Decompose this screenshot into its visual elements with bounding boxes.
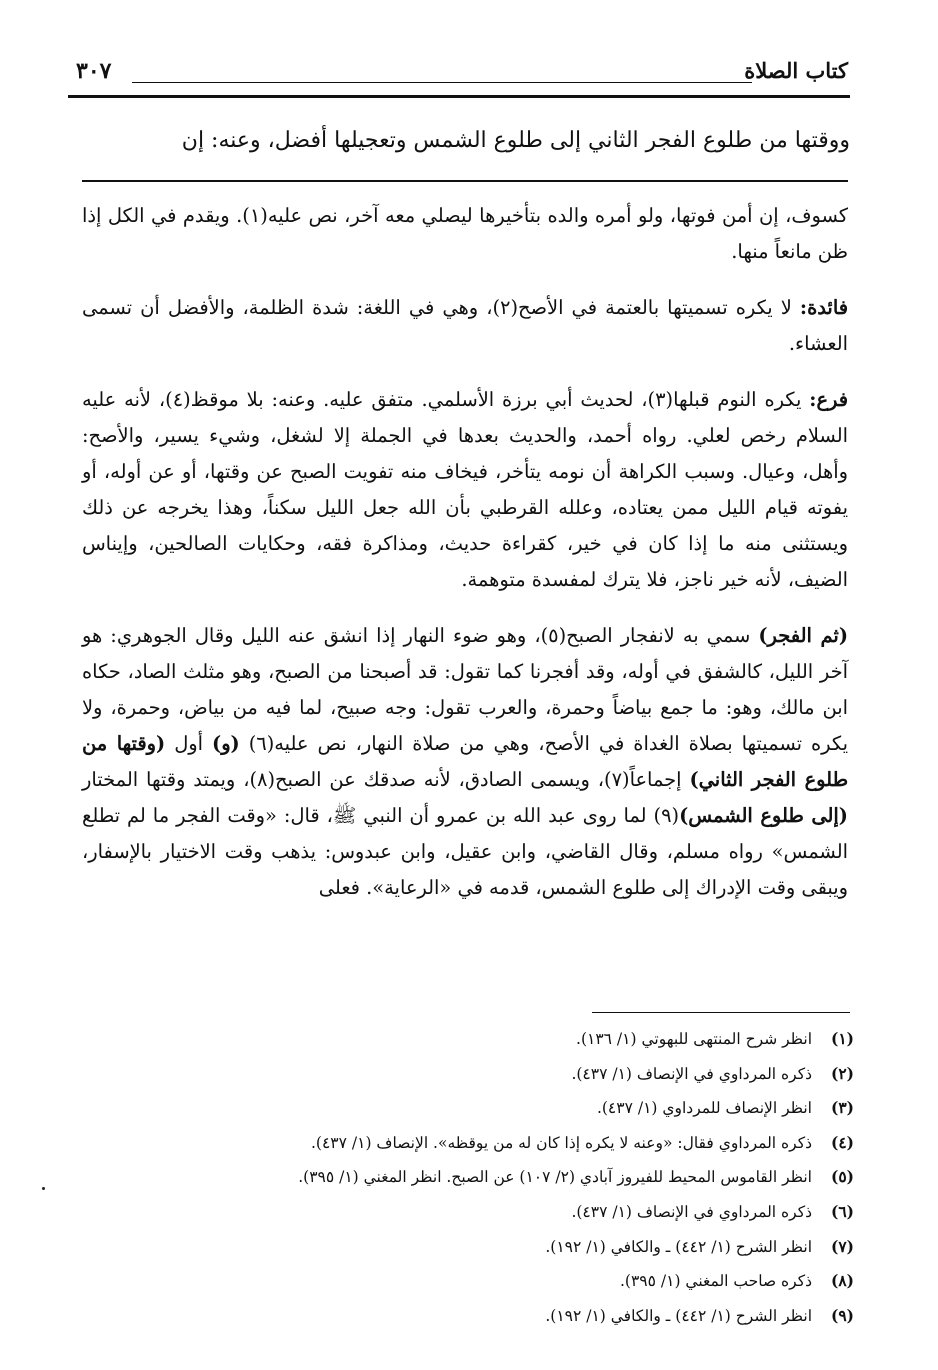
- quoted-matn: (و): [212, 732, 240, 755]
- footnote-number: (٦): [830, 1201, 854, 1221]
- footnote-text: انظر الشرح (١/ ٤٤٢) ـ والكافي (١/ ١٩٢).: [545, 1237, 812, 1256]
- footnote-text: ذكره صاحب المغني (١/ ٣٩٥).: [620, 1272, 812, 1291]
- paragraph-text: كسوف، إن أمن فوتها، ولو أمره والده بتأخيرها ليصلي معه آخر، نص عليه(١). ويقدم في الكل إذا ظن مانعاً منها.: [82, 204, 848, 263]
- quoted-matn: (وقتها من طلوع الفجر الثاني): [82, 732, 849, 791]
- footnote-text: انظر الإنصاف للمرداوي (١/ ٤٣٧).: [596, 1099, 812, 1118]
- footnote: [134, 1126, 854, 1161]
- paragraph-text: يكره النوم قبلها(٣)، لحديث أبي برزة الأسلمي. متفق عليه. وعنه: بلا موقظ(٤)، لأنه عليه السلام رخص لعلي. رواه أحمد، والحديث بعدها في الجملة إلا لشغل، وشيء يسير، والأصح: وأهل، وعيال. وسبب الكراهة أن نومه يتأخر، فيخاف منه تفويت الصبح عن وقتها، أو عن أوله، أو يفوته قيام الليل ممن يعتاده، وعلله القرطبي بأن الله جعل الليل سكناً، وهذا يخرجه عن ذلك ويستثنى منه ما إذا كان في خير، كقراءة حديث، ومذاكرة فقه، وحكايات الصالحين، وإيناس الضيف، لأنه خير ناجز، فلا يترك لمفسدة متوهمة.: [82, 388, 848, 591]
- footnote-text: انظر القاموس المحيط للفيروز آبادي (٢/ ١٠٧) عن الصبح. انظر المغني (١/ ٣٩٥).: [298, 1168, 812, 1187]
- footnote: [134, 1057, 854, 1092]
- footnotes: [134, 1022, 854, 1333]
- paragraph-label: فائدة:: [799, 296, 848, 319]
- running-head: [68, 52, 850, 98]
- quoted-matn: (ثم الفجر): [758, 624, 849, 647]
- footnote: [134, 1160, 854, 1195]
- footnote: [134, 1299, 854, 1334]
- paragraph-kusuf: [82, 198, 848, 270]
- footnote-text: ذكره المرداوي في الإنصاف (١/ ٤٣٧).: [571, 1202, 812, 1221]
- paragraph-fajr: [82, 618, 848, 906]
- footnote-number: (٢): [830, 1063, 854, 1083]
- paragraph-text: لا يكره تسميتها بالعتمة في الأصح(٢)، وهي في اللغة: شدة الظلمة، والأفضل أن تسمى العشاء.: [82, 296, 848, 355]
- page-number: ٣٠٧: [76, 58, 112, 84]
- footnote: [134, 1022, 854, 1057]
- footnote-number: (٧): [830, 1236, 854, 1256]
- footnote-text: انظر الشرح (١/ ٤٤٢) ـ والكافي (١/ ١٩٢).: [545, 1306, 812, 1325]
- header-line: [132, 82, 752, 83]
- footnote-text: انظر شرح المنتهى للبهوتي (١/ ١٣٦).: [576, 1030, 812, 1048]
- book-title: كتاب الصلاة: [744, 58, 848, 83]
- footnote: [134, 1264, 854, 1299]
- footnote-number: (٩): [830, 1305, 854, 1325]
- commentary-body: [82, 198, 848, 926]
- footnote-number: (٤): [830, 1132, 854, 1152]
- footnote-number: (١): [830, 1029, 854, 1048]
- footnote: [134, 1195, 854, 1230]
- footnote-text: ذكره المرداوي في الإنصاف (١/ ٤٣٧).: [571, 1064, 812, 1083]
- paragraph-far: [82, 382, 848, 598]
- footnote-text: ذكره المرداوي فقال: «وعنه لا يكره إذا كان له من يوقظه». الإنصاف (١/ ٤٣٧).: [311, 1133, 812, 1152]
- footnote: [134, 1230, 854, 1265]
- paragraph-label: فرع:: [809, 388, 848, 411]
- footnote-number: (٣): [830, 1098, 854, 1118]
- footnote: [134, 1091, 854, 1126]
- paragraph-text: أول: [165, 732, 213, 755]
- matn-text: ووقتها من طلوع الفجر الثاني إلى طلوع الشمس وتعجيلها أفضل، وعنه: إن: [181, 128, 850, 153]
- quoted-matn: (إلى طلوع الشمس): [679, 804, 848, 827]
- matn-divider: [82, 180, 848, 182]
- footnote-number: (٥): [830, 1167, 854, 1187]
- paragraph-text: إجماعاً(٧)، ويسمى الصادق، لأنه صدقك عن الصبح(٨)، ويمتد وقتها المختار: [82, 768, 690, 791]
- paragraph-faida: [82, 290, 848, 362]
- footnote-divider: [592, 1012, 850, 1013]
- paragraph-text: (٩) لما روى عبد الله بن عمرو أن النبي ﷺ، قال: «وقت الفجر ما لم تطلع الشمس» رواه مسلم، وقال القاضي، وابن عقيل، وابن عبدوس: يذهب وقت الاختيار بالإسفار، ويبقى وقت الإدراك إلى طلوع الشمس، قدمه في «الرعاية». فعلى: [82, 804, 848, 899]
- footnote-number: (٨): [830, 1271, 854, 1291]
- scan-speck: [42, 1187, 45, 1190]
- paragraph-text: سمي به لانفجار الصبح(٥)، وهو ضوء النهار إذا انشق عنه الليل وقال الجوهري: هو آخر الليل، كالشفق في أوله، وقد أفجرنا كما تقول: قد أصبحنا من الصبح، وهو مثلث الصاد، حكاه ابن مالك، وهو: ما جمع بياضاً وحمرة، والعرب تقول: وجه صبيح، لما فيه من بياض، وحمرة، ولا يكره تسميتها بصلاة الغداة في الأصح، وهي من صلاة النهار، نص عليه(٦): [82, 624, 848, 755]
- header-rule: [68, 95, 850, 98]
